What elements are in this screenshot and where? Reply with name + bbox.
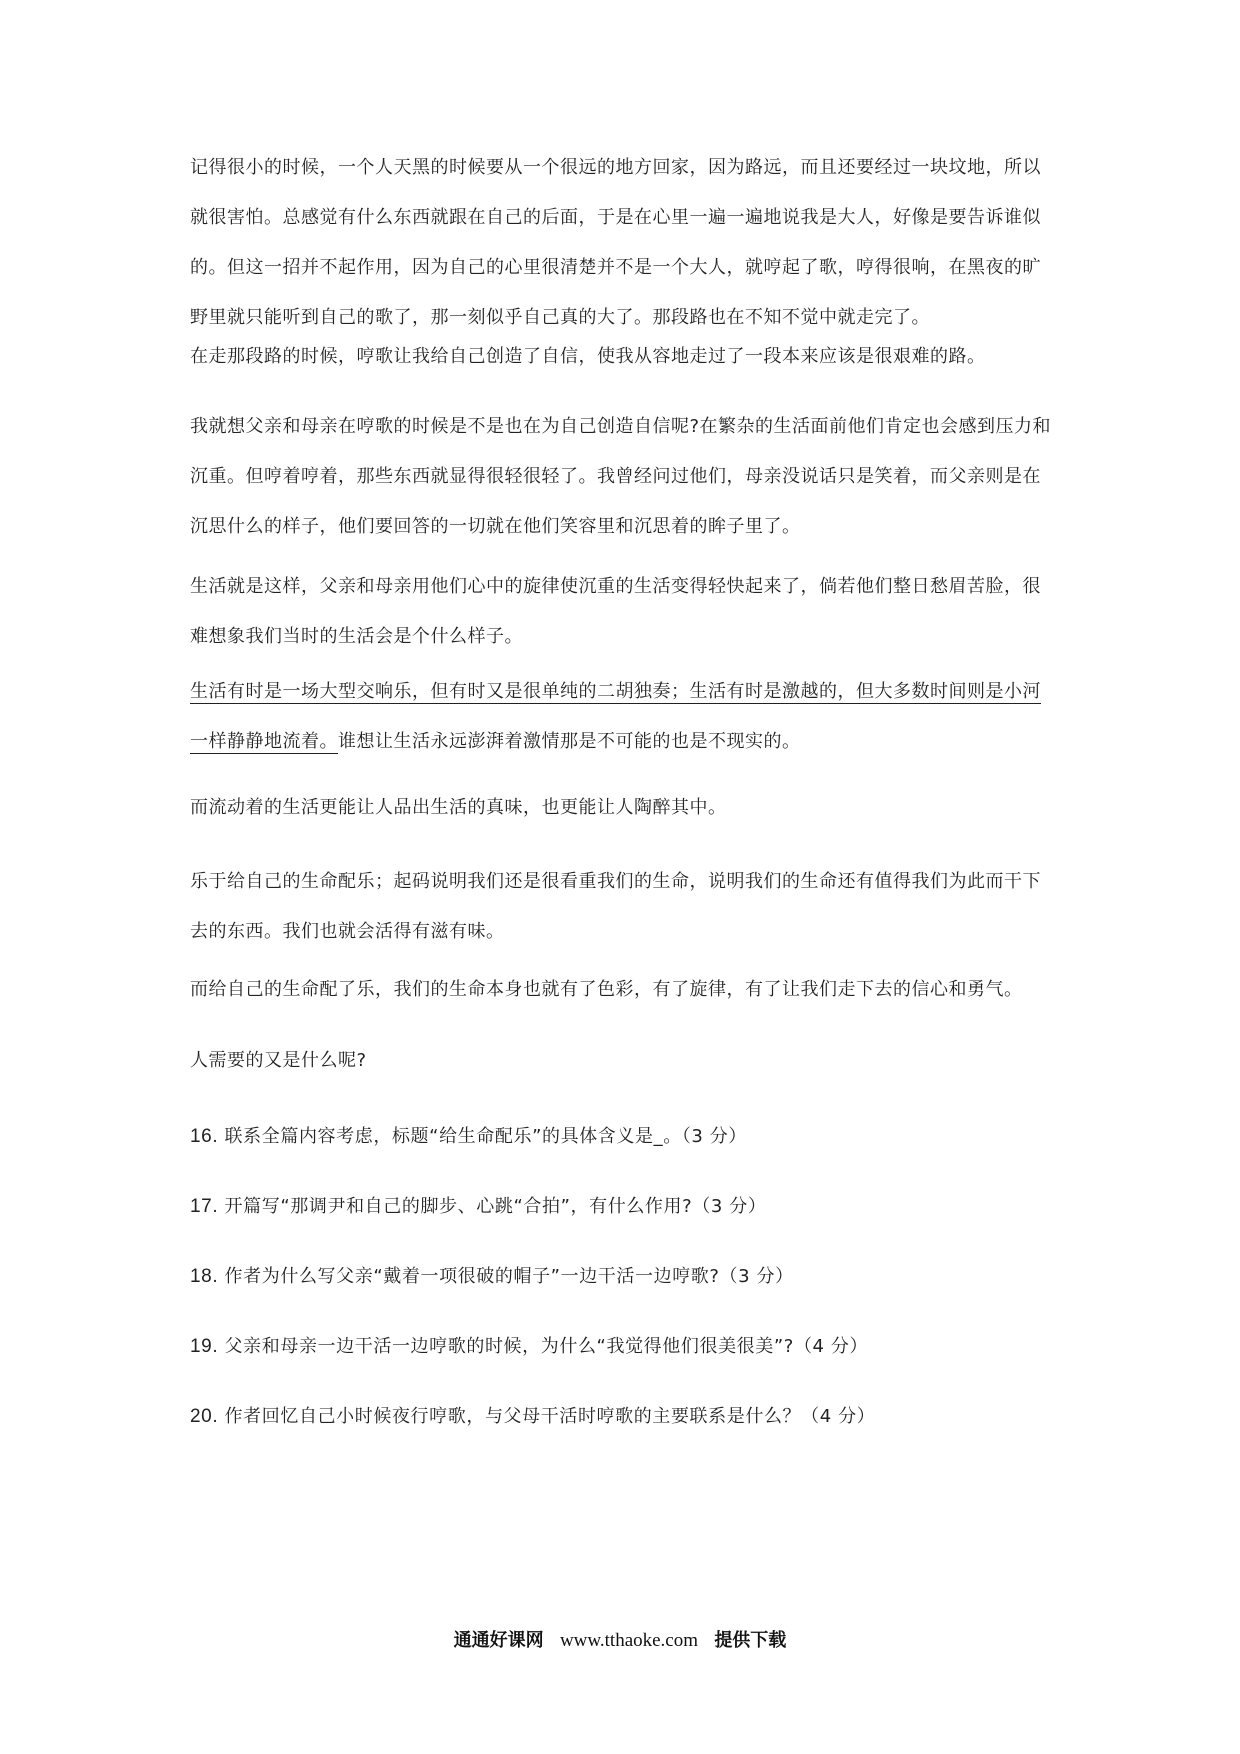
paragraph-8: 而给自己的生命配了乐，我们的生命本身也就有了色彩，有了旋律，有了让我们走下去的信心和勇气。 bbox=[190, 979, 1023, 1000]
paragraph-9: 人需要的又是什么呢? bbox=[190, 1050, 367, 1071]
paragraph-1: 记得很小的时候，一个人天黑的时候要从一个很远的地方回家，因为路远，而且还要经过一块坟地，所以就很害怕。总感觉有什么东西就跟在自己的后面，于是在心里一遍一遍地说我是大人，好像是要告诉谁似的。但这一招并不起作用，因为自己的心里很清楚并不是一个大人，就哼起了歌，哼得很响，在黑夜的旷野里就只能听到自己的歌了，那一刻似乎自己真的大了。那段路也在不知不觉中就走完了。 bbox=[190, 157, 1041, 328]
question-text: 开篇写“那调尹和自己的脚步、心跳“合拍”，有什么作用?（3 分） bbox=[224, 1196, 767, 1217]
question-number: 16. bbox=[190, 1126, 219, 1147]
paragraph-2: 在走那段路的时候，哼歌让我给自己创造了自信，使我从容地走过了一段本来应该是很艰难的路。 bbox=[190, 346, 986, 367]
question-16 bbox=[190, 1122, 1056, 1152]
question-17 bbox=[190, 1192, 1056, 1222]
paragraph-3: 我就想父亲和母亲在哼歌的时候是不是也在为自己创造自信呢?在繁杂的生活面前他们肯定也会感到压力和沉重。但哼着哼着，那些东西就显得很轻很轻了。我曾经问过他们，母亲没说话只是笑着，而父亲则是在沉思什么的样子，他们要回答的一切就在他们笑容里和沉思着的眸子里了。 bbox=[190, 416, 1052, 537]
paragraph-5-rest: 谁想让生活永远澎湃着激情那是不可能的也是不现实的。 bbox=[338, 731, 801, 752]
question-number: 20. bbox=[190, 1406, 219, 1427]
question-number: 19. bbox=[190, 1336, 219, 1357]
footer-brand: 通通好课网 bbox=[453, 1630, 544, 1651]
paragraph-7: 乐于给自己的生命配乐；起码说明我们还是很看重我们的生命，说明我们的生命还有值得我们为此而干下去的东西。我们也就会活得有滋有味。 bbox=[190, 871, 1041, 942]
paragraph-4: 生活就是这样，父亲和母亲用他们心中的旋律使沉重的生活变得轻快起来了，倘若他们整日愁眉苦脸，很难想象我们当时的生活会是个什么样子。 bbox=[190, 576, 1041, 647]
question-number: 18. bbox=[190, 1266, 219, 1287]
footer-site-link[interactable]: www.tthaoke.com bbox=[559, 1630, 699, 1651]
page-footer bbox=[0, 1626, 1240, 1656]
question-text: 联系全篇内容考虑，标题“给生命配乐”的具体含义是_。（3 分） bbox=[224, 1126, 747, 1147]
question-text: 父亲和母亲一边干活一边哼歌的时候，为什么“我觉得他们很美很美”?（4 分） bbox=[224, 1336, 869, 1357]
paragraph-6: 而流动着的生活更能让人品出生活的真味，也更能让人陶醉其中。 bbox=[190, 797, 727, 818]
question-text: 作者为什么写父亲“戴着一项很破的帽子”一边干活一边哼歌?（3 分） bbox=[224, 1266, 794, 1287]
question-text: 作者回忆自己小时候夜行哼歌，与父母干活时哼歌的主要联系是什么？（4 分） bbox=[224, 1406, 876, 1427]
footer-download-text: 提供下载 bbox=[714, 1630, 787, 1651]
underlined-sentence: 生活有时是一场大型交响乐，但有时又是很单纯的二胡独奏；生活有时是激越的，但大多数时间则是小河一样静静地流着。 bbox=[190, 681, 1041, 752]
question-18 bbox=[190, 1262, 1056, 1292]
paragraph-5 bbox=[190, 667, 1056, 767]
question-20 bbox=[190, 1402, 1056, 1432]
question-number: 17. bbox=[190, 1196, 219, 1217]
question-19 bbox=[190, 1332, 1056, 1362]
